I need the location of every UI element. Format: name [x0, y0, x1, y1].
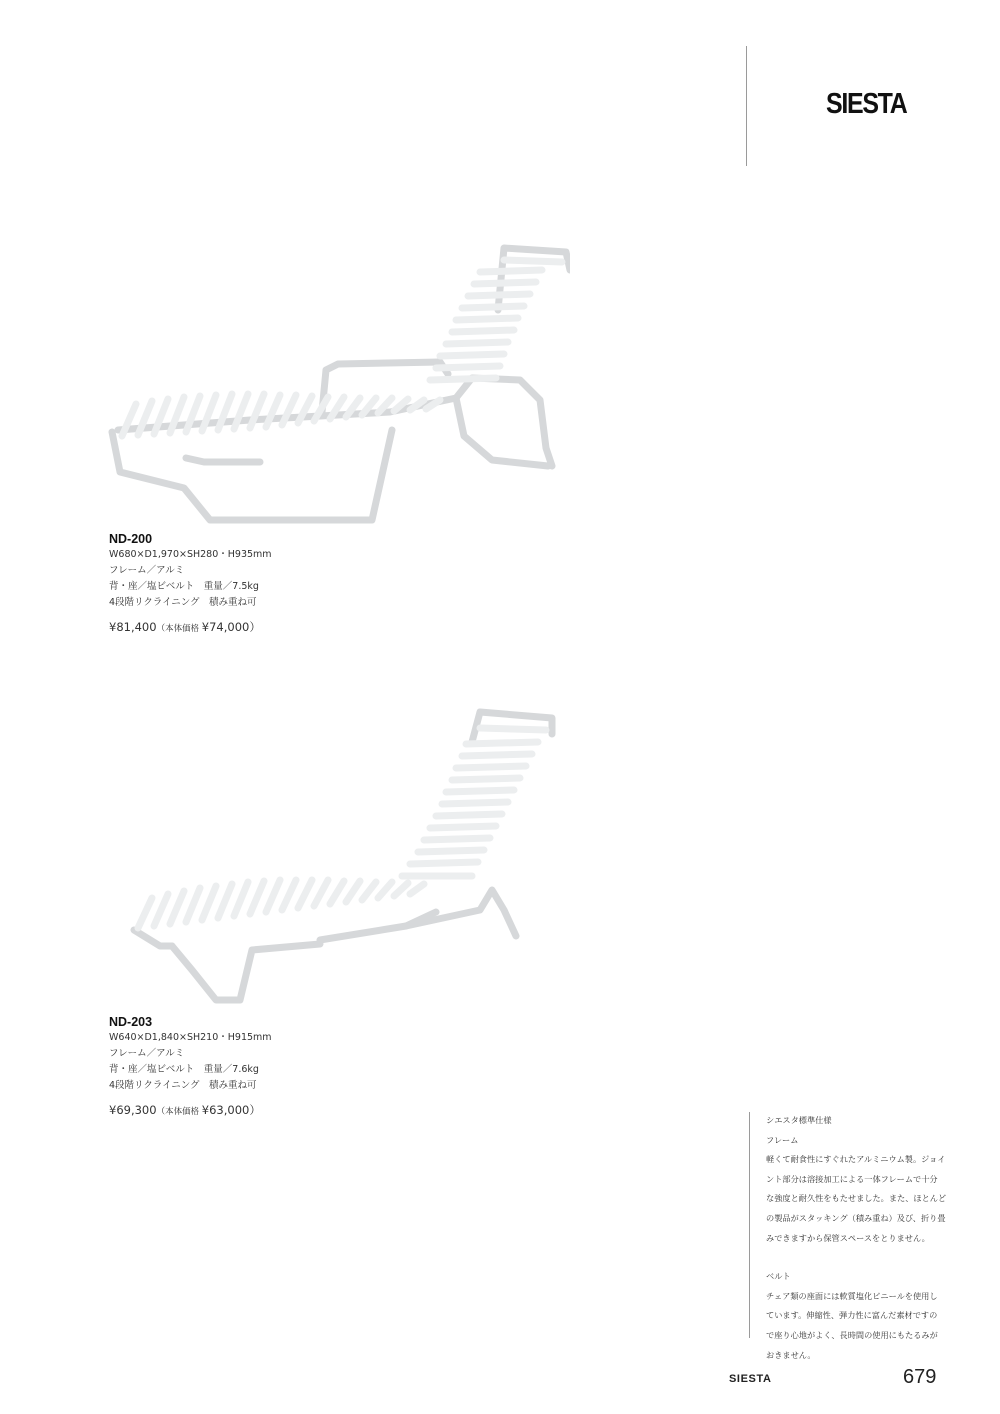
frame-material: フレーム／アルミ: [109, 1048, 185, 1059]
model-number: ND-200: [109, 532, 153, 546]
product-info-nd-203: [109, 1015, 272, 1120]
brand-logo: SIESTA: [826, 88, 907, 120]
belt-and-weight: 背・座／塩ビベルト 重量／7.6kg: [109, 1064, 259, 1075]
model-number: ND-203: [109, 1015, 153, 1029]
price-note-close: ）: [249, 1103, 261, 1117]
spec-title: シエスタ標準仕様: [766, 1115, 832, 1125]
frame-heading: フレーム: [766, 1134, 799, 1145]
belt-text-line: チェア類の座面には軟質塩化ビニールを使用し: [766, 1290, 938, 1301]
spec-divider: [749, 1112, 750, 1338]
price-note-open: （本体価格: [156, 1107, 202, 1117]
page-number: 679: [903, 1366, 937, 1388]
product-info-nd-200: [109, 532, 272, 637]
footer-brand: SIESTA: [729, 1373, 772, 1385]
dimensions: W680×D1,970×SH280・H935mm: [109, 549, 272, 560]
belt-text-line: で座り心地がよく、長時間の使用にもたるみが: [766, 1329, 938, 1340]
belt-text-line: おきません。: [766, 1349, 816, 1360]
price-base: ¥74,000: [201, 620, 250, 634]
product-photo-nd-203: [120, 700, 570, 1015]
features: 4段階リクライニング 積み重ね可: [109, 1080, 257, 1091]
features: 4段階リクライニング 積み重ね可: [109, 597, 257, 608]
frame-text-line: な強度と耐久性をもたせました。また、ほとんど: [766, 1193, 947, 1204]
belt-text-line: ています。伸縮性、弾力性に富んだ素材ですの: [766, 1310, 938, 1321]
frame-text-line: ント部分は溶接加工による一体フレームで十分: [766, 1173, 938, 1184]
price-note-close: ）: [249, 620, 261, 634]
price: [109, 1102, 272, 1120]
price-with-tax: ¥69,300: [109, 1103, 157, 1117]
price-base: ¥63,000: [201, 1103, 250, 1117]
dimensions: W640×D1,840×SH210・H915mm: [109, 1032, 272, 1043]
price-with-tax: ¥81,400: [109, 620, 157, 634]
product-photo-nd-200: [100, 230, 570, 530]
frame-text-line: みできますから保管スペースをとりません。: [766, 1232, 930, 1243]
belt-heading: ベルト: [766, 1271, 791, 1282]
header-divider: [746, 46, 747, 166]
frame-text-line: 軽くて耐食性にすぐれたアルミニウム製。ジョイ: [766, 1154, 946, 1165]
price-note-open: （本体価格: [156, 624, 202, 634]
belt-and-weight: 背・座／塩ビベルト 重量／7.5kg: [109, 581, 259, 592]
spacer: [766, 1248, 956, 1267]
standard-spec-box: [766, 1111, 956, 1365]
frame-text-line: の製品がスタッキング（積み重ね）及び、折り畳: [766, 1212, 946, 1223]
frame-material: フレーム／アルミ: [109, 565, 185, 576]
price: [109, 619, 272, 637]
